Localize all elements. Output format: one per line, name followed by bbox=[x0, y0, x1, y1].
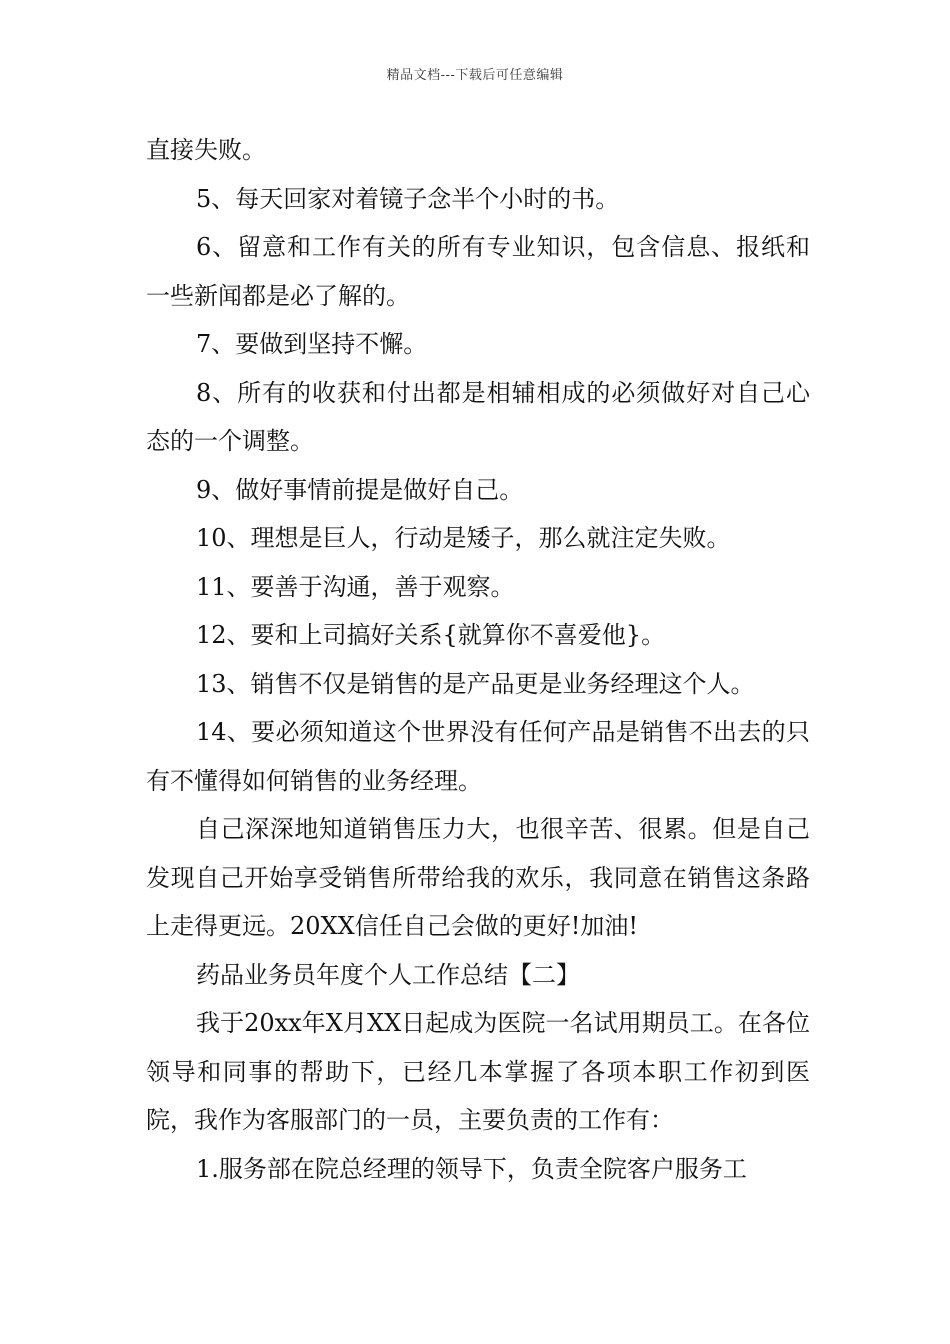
paragraph: 直接失败。 bbox=[146, 136, 266, 164]
paragraph: 我于20xx年X月XX日起成为医院一名试用期员工。在各位领导和同事的帮助下，已经几本掌握了各项本职工作初到医院，我作为客服部门的一员，主要负责的工作有： bbox=[146, 1009, 810, 1134]
section-title: 药品业务员年度个人工作总结【二】 bbox=[196, 960, 580, 989]
list-item: 1.服务部在院总经理的领导下，负责全院客户服务工 bbox=[196, 1154, 747, 1183]
document-body bbox=[146, 126, 810, 1193]
list-item: 6、留意和工作有关的所有专业知识，包含信息、报纸和一些新闻都是必了解的。 bbox=[146, 233, 810, 310]
list-item: 10、理想是巨人，行动是矮子，那么就注定失败。 bbox=[196, 524, 731, 552]
list-item: 11、要善于沟通，善于观察。 bbox=[196, 572, 515, 601]
list-item: 12、要和上司搞好关系{就算你不喜爱他}。 bbox=[196, 621, 666, 649]
list-item: 7、要做到坚持不懈。 bbox=[196, 330, 428, 358]
list-item: 14、要必须知道这个世界没有任何产品是销售不出去的只有不懂得如何销售的业务经理。 bbox=[146, 718, 810, 795]
list-item: 8、所有的收获和付出都是相辅相成的必须做好对自己心态的一个调整。 bbox=[146, 378, 810, 455]
list-item: 13、销售不仅是销售的是产品更是业务经理这个人。 bbox=[196, 669, 755, 698]
list-item: 9、做好事情前提是做好自己。 bbox=[196, 475, 524, 504]
list-item: 5、每天回家对着镜子念半个小时的书。 bbox=[196, 184, 620, 213]
page-header: 精品文档---下载后可任意编辑 bbox=[386, 68, 564, 83]
paragraph: 自己深深地知道销售压力大，也很辛苦、很累。但是自己发现自己开始享受销售所带给我的欢乐，我同意在销售这条路上走得更远。20XX信任自己会做的更好!加油! bbox=[146, 815, 810, 940]
